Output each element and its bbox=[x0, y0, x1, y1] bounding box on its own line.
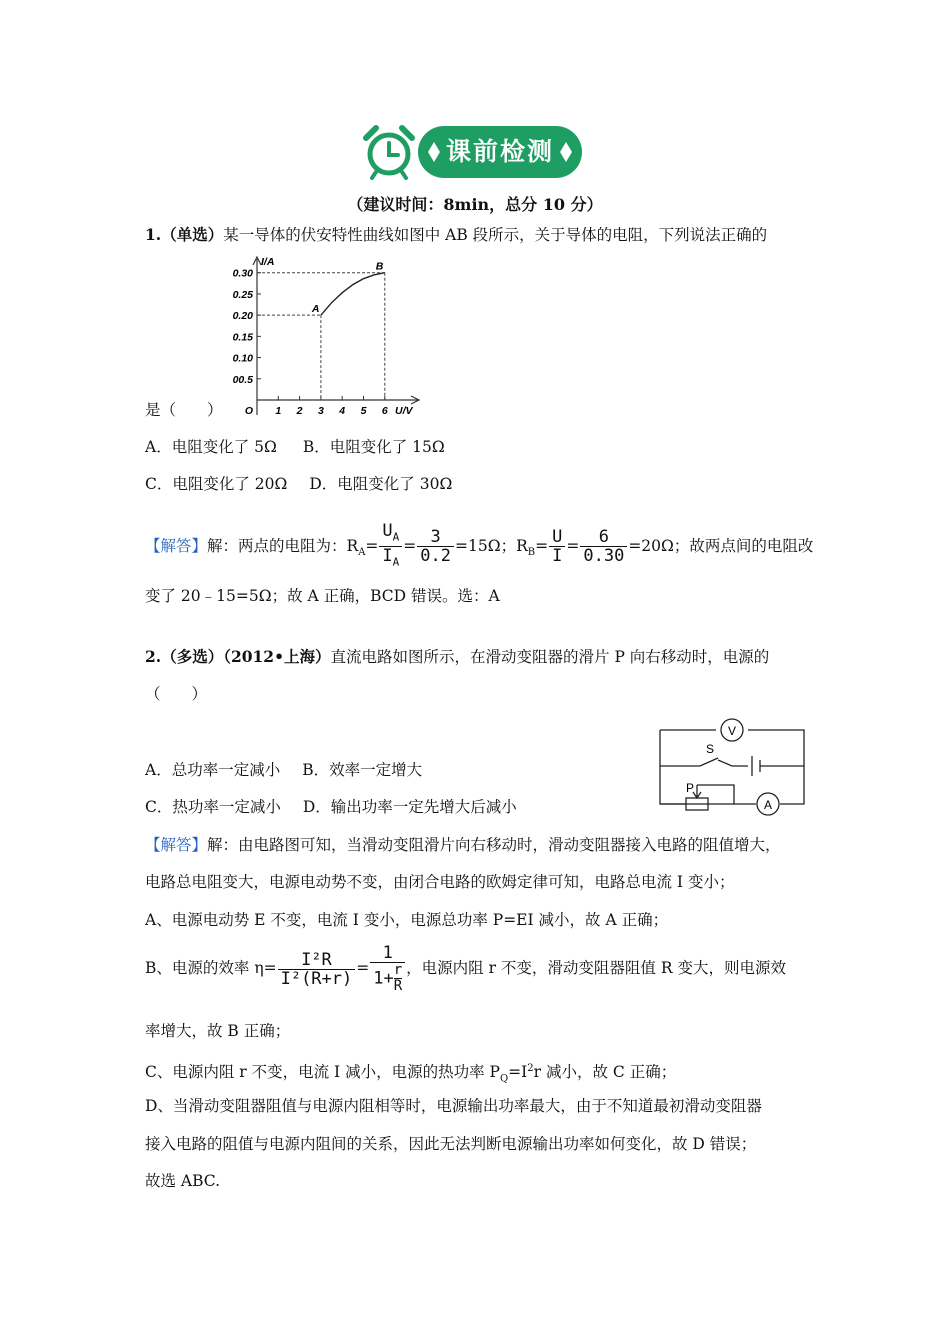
point-label-B: B bbox=[375, 260, 384, 273]
x-tick-label: 5 bbox=[360, 405, 367, 417]
q1-stem bbox=[145, 225, 767, 245]
q1-option-c: C．电阻变化了 20Ω bbox=[145, 475, 288, 493]
q2-answer-l6: C、电源内阻 r 不变，电流 I 减小，电源的热功率 $P_Q=I^2r$ 减小，故 C 正确； bbox=[145, 1063, 677, 1085]
y-tick-label: 0.30 bbox=[232, 267, 253, 280]
x-tick-label: 4 bbox=[339, 405, 346, 417]
q2-answer-l2: 电路总电阻变大，电源电动势不变，由闭合电路的欧姆定律可知，电路总电流 I 变小； bbox=[145, 873, 735, 891]
q1-option-d: D．电阻变化了 30Ω bbox=[309, 475, 453, 493]
q2-answer-l8: 接入电路的阻值与电源内阻间的关系，因此无法判断电源输出功率如何变化，故 D 错误； bbox=[145, 1135, 757, 1153]
q2-answer-l9: 故选 ABC. bbox=[145, 1172, 221, 1190]
q2-options-ab bbox=[145, 760, 422, 780]
q2-option-d: D．输出功率一定先增大后减小 bbox=[302, 798, 517, 816]
q2-answer-l1: 【解答】解：由电路图可知，当滑动变阻滑片向右移动时，滑动变阻器接入电路的阻值增大， bbox=[145, 836, 781, 854]
q1-option-a: A．电阻变化了 5Ω bbox=[145, 438, 277, 456]
banner-title: 课前检测 bbox=[445, 137, 554, 166]
y-tick-label: 0.25 bbox=[232, 288, 253, 301]
q2-option-c: C．热功率一定减小 bbox=[145, 798, 281, 816]
point-label-A: A bbox=[311, 303, 320, 316]
fraction: 1 1+ $\frac{r}{R}$ bbox=[370, 944, 405, 994]
q2-paren: （ ） bbox=[145, 685, 208, 703]
svg-text:A: A bbox=[763, 798, 773, 812]
circuit-diagram bbox=[652, 708, 812, 820]
q1-answer-line1: 【解答】解：两点的电阻为：$R_A=$ $\frac{U_A}{I_A}$ = $\frac{3}{0.2}$ =15Ω；$R_B=$ $\frac{U}{I}$ = $\frac{6}{0.30}$ =20Ω；故两点间的电阻改 bbox=[145, 522, 813, 572]
q2-stem: 2.（多选）（2012•上海）直流电路如图所示，在滑动变阻器的滑片 P 向右移动时，电源的 bbox=[145, 647, 770, 666]
series-line-AB bbox=[321, 273, 385, 316]
q2-answer-l7: D、当滑动变阻器阻值与电源内阻相等时，电源输出功率最大，由于不知道最初滑动变阻器 bbox=[145, 1097, 762, 1115]
fraction: $\frac{\text{I²R}}{\text{I²(R+r)}}$ bbox=[278, 951, 356, 988]
x-axis-label: U/V bbox=[395, 405, 413, 417]
q2-answer-l3: A、电源电动势 E 不变，电流 I 变小，电源总功率 P=EI 减小，故 A 正确； bbox=[145, 911, 669, 929]
q1-stem-end: 是（ ） bbox=[145, 401, 223, 419]
q1-number: 1. bbox=[145, 225, 162, 244]
q1-options-cd bbox=[145, 474, 452, 494]
q2-options-cd bbox=[145, 797, 517, 817]
x-tick-label: 1 bbox=[275, 405, 282, 417]
fraction: $\frac{3}{0.2}$ bbox=[417, 528, 454, 565]
x-tick-label: 3 bbox=[317, 405, 324, 417]
q2-answer-l5: 率增大，故 B 正确； bbox=[145, 1022, 291, 1040]
svg-text:V: V bbox=[727, 724, 737, 738]
q1-option-b: B．电阻变化了 15Ω bbox=[302, 438, 445, 456]
q2-option-b: B．效率一定增大 bbox=[302, 761, 423, 779]
x-tick-label: O bbox=[244, 405, 254, 417]
time-suggestion: （建议时间：8min，总分 10 分） bbox=[347, 195, 603, 214]
q2-option-a: A．总功率一定减小 bbox=[145, 761, 281, 779]
iv-chart bbox=[225, 253, 425, 418]
switch-label: S bbox=[706, 742, 715, 756]
q2-answer-l4: B、电源的效率 η= $\frac{\text{I²R}}{\text{I²(R+r)}}$ = 1 1+ $\frac{r}{R}$ ，电源内阻 r 不变，滑动变阻器阻值 R 变大，则电源效 bbox=[145, 943, 786, 994]
q1-type: （单选） bbox=[161, 225, 224, 244]
y-tick-label: 00.5 bbox=[232, 373, 253, 386]
banner-pill bbox=[418, 126, 582, 178]
slider-label: P bbox=[686, 781, 695, 795]
section-banner bbox=[362, 122, 584, 182]
diamond-icon bbox=[560, 142, 572, 162]
y-axis-label: I/A bbox=[261, 256, 275, 268]
fraction: $\frac{U_A}{I_A}$ bbox=[379, 522, 402, 572]
q1-stem-text: 某一导体的伏安特性曲线如图中 AB 段所示，关于导体的电阻，下列说法正确的 bbox=[223, 226, 768, 244]
y-tick-label: 0.20 bbox=[232, 310, 253, 323]
x-tick-label: 2 bbox=[296, 405, 303, 417]
alarm-clock-icon bbox=[362, 122, 422, 182]
y-tick-label: 0.15 bbox=[232, 331, 253, 344]
y-tick-label: 0.10 bbox=[232, 352, 253, 365]
answer-tag: 【解答】 bbox=[145, 536, 208, 555]
x-tick-label: 6 bbox=[381, 405, 388, 417]
q1-answer-line2: 变了 20﹣15=5Ω；故 A 正确，BCD 错误。选：A bbox=[145, 587, 500, 605]
fraction: $\frac{6}{0.30}$ bbox=[580, 528, 627, 565]
q2-source: （2012•上海） bbox=[223, 647, 331, 666]
q1-options-ab bbox=[145, 437, 445, 457]
fraction: $\frac{U}{I}$ bbox=[549, 528, 565, 565]
